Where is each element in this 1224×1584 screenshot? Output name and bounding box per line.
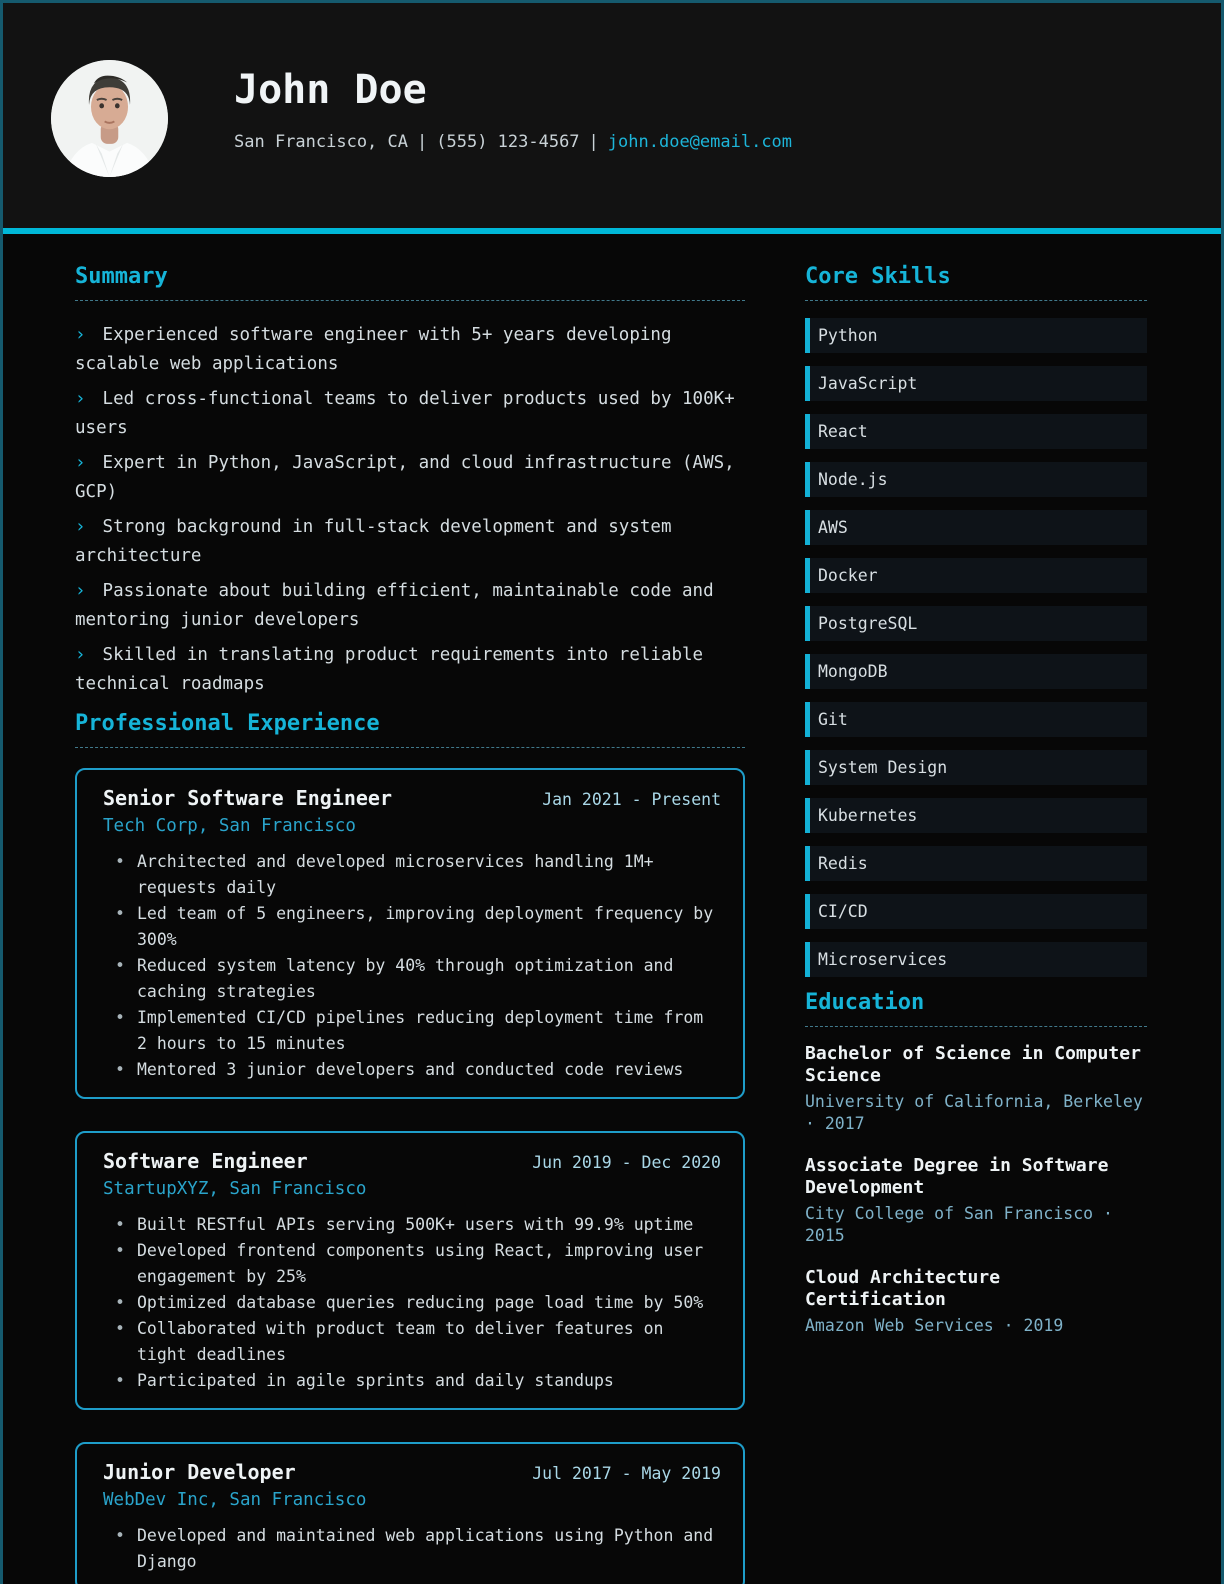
job-bullet: • Optimized database queries reducing page load time by 50%	[111, 1290, 721, 1316]
summary-item	[75, 641, 745, 699]
job-bullet: • Developed frontend components using React, improving user engagement by 25%	[111, 1238, 721, 1290]
skill-list	[805, 318, 1147, 977]
education-entry	[805, 1267, 1147, 1337]
education-degree: Cloud Architecture Certification	[805, 1267, 1001, 1310]
job-header	[103, 786, 721, 812]
contact-phone: (555) 123-4567	[436, 132, 580, 152]
contact-line	[234, 132, 792, 152]
education-degree: Associate Degree in Software Development	[805, 1155, 1109, 1198]
education-school: Amazon Web Services · 2019	[805, 1316, 1064, 1335]
job-bullet-list	[103, 1523, 721, 1575]
chevron-bullet-icon: ›	[75, 581, 86, 601]
job-bullet: • Led team of 5 engineers, improving deployment frequency by 300%	[111, 901, 721, 953]
skill-chip: AWS	[805, 510, 1147, 545]
job-company: WebDev Inc, San Francisco	[103, 1490, 367, 1510]
summary-section-title: Summary	[75, 264, 745, 301]
sidebar	[805, 264, 1147, 1584]
chevron-bullet-icon: ›	[75, 389, 86, 409]
job-bullet: • Reduced system latency by 40% through optimization and caching strategies	[111, 953, 721, 1005]
main-column	[75, 264, 745, 1584]
summary-item-text: Passionate about building efficient, maintainable code and mentoring junior developers	[75, 581, 714, 630]
summary-item-text: Expert in Python, JavaScript, and cloud infrastructure (AWS, GCP)	[75, 453, 735, 502]
education-entry	[805, 1043, 1147, 1135]
chevron-bullet-icon: ›	[75, 517, 86, 537]
summary-item	[75, 385, 745, 443]
job-header	[103, 1149, 721, 1175]
skills-section-title: Core Skills	[805, 264, 1147, 301]
skill-chip: System Design	[805, 750, 1147, 785]
skill-chip: PostgreSQL	[805, 606, 1147, 641]
job-bullet: • Collaborated with product team to deliver features on tight deadlines	[111, 1316, 721, 1368]
education-entry	[805, 1155, 1147, 1247]
skill-chip: CI/CD	[805, 894, 1147, 929]
skill-chip: Kubernetes	[805, 798, 1147, 833]
chevron-bullet-icon: ›	[75, 645, 86, 665]
contact-separator: |	[588, 132, 599, 152]
job-dates: Jul 2017 - May 2019	[532, 1464, 721, 1483]
summary-item	[75, 513, 745, 571]
email-link[interactable]: john.doe@email.com	[607, 132, 793, 152]
job-title: Senior Software Engineer	[103, 786, 392, 810]
job-card	[75, 1442, 745, 1584]
summary-list	[75, 321, 745, 699]
skill-chip: Node.js	[805, 462, 1147, 497]
job-card	[75, 768, 745, 1099]
education-degree: Bachelor of Science in Computer Science	[805, 1043, 1141, 1086]
experience-section-title: Professional Experience	[75, 711, 745, 748]
chevron-bullet-icon: ›	[75, 453, 86, 473]
job-title: Junior Developer	[103, 1460, 296, 1484]
job-bullet: • Architected and developed microservices handling 1M+ requests daily	[111, 849, 721, 901]
skill-chip: React	[805, 414, 1147, 449]
person-name: John Doe	[234, 67, 427, 113]
contact-separator: |	[417, 132, 428, 152]
skill-chip: JavaScript	[805, 366, 1147, 401]
avatar-illustration	[51, 60, 168, 177]
job-bullet-list	[103, 1212, 721, 1394]
summary-item-text: Skilled in translating product requirements into reliable technical roadmaps	[75, 645, 704, 694]
job-bullet: • Built RESTful APIs serving 500K+ users with 99.9% uptime	[111, 1212, 721, 1238]
job-bullet: • Developed and maintained web applications using Python and Django	[111, 1523, 721, 1575]
summary-item-text: Experienced software engineer with 5+ years developing scalable web applications	[75, 325, 672, 374]
job-company: StartupXYZ, San Francisco	[103, 1179, 367, 1199]
education-section-title: Education	[805, 990, 1147, 1027]
job-header	[103, 1460, 721, 1486]
education-list	[805, 1043, 1147, 1337]
profile-photo	[51, 60, 168, 177]
skill-chip: Redis	[805, 846, 1147, 881]
header	[3, 3, 1221, 228]
summary-item-text: Strong background in full-stack development and system architecture	[75, 517, 672, 566]
contact-location: San Francisco, CA	[234, 132, 408, 152]
job-dates: Jan 2021 - Present	[542, 790, 721, 809]
skill-chip: Microservices	[805, 942, 1147, 977]
job-company: Tech Corp, San Francisco	[103, 816, 356, 836]
job-bullet-list	[103, 849, 721, 1083]
skill-chip: Python	[805, 318, 1147, 353]
chevron-bullet-icon: ›	[75, 325, 86, 345]
job-bullet: • Participated in agile sprints and daily standups	[111, 1368, 721, 1394]
job-dates: Jun 2019 - Dec 2020	[532, 1153, 721, 1172]
content	[3, 234, 1221, 1584]
job-bullet: • Mentored 3 junior developers and conducted code reviews	[111, 1057, 721, 1083]
skill-chip: Git	[805, 702, 1147, 737]
job-card	[75, 1131, 745, 1410]
header-text	[234, 60, 792, 152]
education-school: University of California, Berkeley · 2017	[805, 1092, 1143, 1133]
job-bullet: • Implemented CI/CD pipelines reducing deployment time from 2 hours to 15 minutes	[111, 1005, 721, 1057]
summary-item-text: Led cross-functional teams to deliver products used by 100K+ users	[75, 389, 735, 438]
skill-chip: MongoDB	[805, 654, 1147, 689]
summary-item	[75, 449, 745, 507]
education-school: City College of San Francisco · 2015	[805, 1204, 1113, 1245]
job-title: Software Engineer	[103, 1149, 308, 1173]
summary-item	[75, 321, 745, 379]
skill-chip: Docker	[805, 558, 1147, 593]
summary-item	[75, 577, 745, 635]
